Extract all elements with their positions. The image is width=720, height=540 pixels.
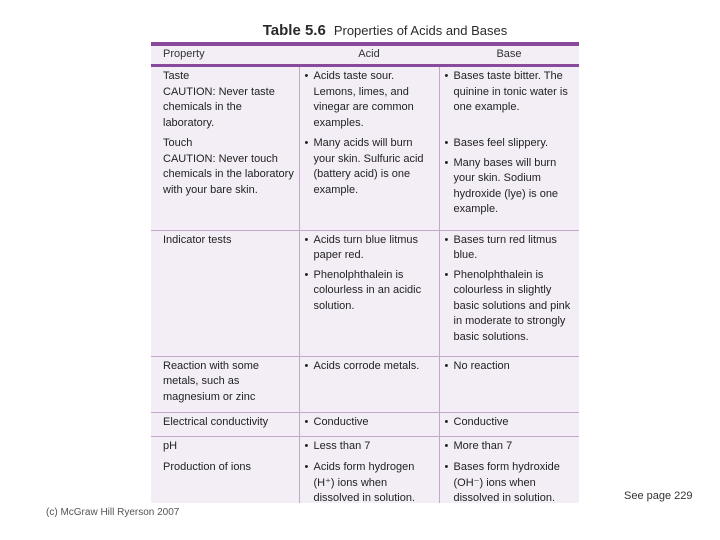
table-row	[151, 436, 579, 458]
header-property: Property	[151, 46, 299, 66]
base-cell	[439, 356, 579, 412]
copyright-notice: (c) McGraw Hill Ryerson 2007	[46, 507, 180, 518]
page-reference: See page 229	[624, 490, 693, 502]
base-bullet: • Bases form hydroxide (OH⁻) ions when dissolved in solution.	[444, 460, 576, 503]
acid-cell	[299, 412, 439, 436]
acid-cell	[299, 230, 439, 356]
property-name: pH	[163, 439, 178, 452]
property-cell	[151, 356, 299, 412]
base-cell	[439, 436, 579, 458]
base-bullet: • No reaction	[444, 359, 576, 375]
acid-bullet: • Conductive	[304, 415, 435, 431]
base-bullet: • Bases turn red litmus blue.	[444, 233, 576, 264]
base-bullet: • More than 7	[444, 439, 576, 455]
property-cell	[151, 66, 299, 135]
table-row	[151, 66, 579, 135]
acid-bullet: • Less than 7	[304, 439, 435, 455]
acid-bullet: • Acids taste sour. Lemons, limes, and vinegar are common examples.	[304, 69, 435, 131]
caution-text: CAUTION: Never taste	[163, 85, 275, 98]
property-name: Reaction with some metals, such as magnesium or zinc	[163, 359, 259, 403]
acid-bullet: • Acids corrode metals.	[304, 359, 435, 375]
base-bullet: • Phenolphthalein is colourless in slightly basic solutions and pink in moderate to strongly basic solutions.	[444, 268, 576, 346]
table-number: Table 5.6	[262, 22, 326, 39]
table-row	[151, 458, 579, 503]
property-name: Touch	[163, 137, 193, 149]
property-cell	[151, 458, 299, 503]
property-name: Taste	[163, 70, 190, 82]
property-cell	[151, 134, 299, 230]
header-base: Base	[439, 46, 579, 66]
base-bullet: • Many bases will burn your skin. Sodium hydroxide (lye) is one example.	[444, 156, 576, 218]
acid-bullet: • Phenolphthalein is colourless in an acidic solution.	[304, 268, 435, 315]
table-row	[151, 412, 579, 436]
property-name: Electrical conductivity	[163, 415, 269, 428]
caution-text: with your bare skin.	[163, 183, 258, 196]
property-cell	[151, 230, 299, 356]
table-header-row	[151, 46, 579, 66]
caution-text: CAUTION: Never touch	[163, 152, 278, 165]
properties-table-figure	[151, 19, 579, 503]
property-name: Indicator tests	[163, 233, 232, 246]
header-acid: Acid	[299, 46, 439, 66]
base-bullet: • Conductive	[444, 415, 576, 431]
acid-cell	[299, 134, 439, 230]
acid-bullet: • Many acids will burn your skin. Sulfuric acid (battery acid) is one example.	[304, 136, 435, 198]
properties-table	[151, 46, 579, 503]
base-bullet: • Bases feel slippery.	[444, 136, 576, 152]
caution-text: chemicals in the laboratory.	[163, 101, 242, 129]
property-cell	[151, 436, 299, 458]
caution-text: chemicals in the laboratory	[163, 168, 294, 180]
base-cell	[439, 412, 579, 436]
acid-cell	[299, 356, 439, 412]
base-cell	[439, 66, 579, 135]
table-title: Properties of Acids and Bases	[333, 23, 508, 38]
property-cell	[151, 412, 299, 436]
acid-cell	[299, 436, 439, 458]
table-title-bar	[151, 19, 579, 46]
base-cell	[439, 458, 579, 503]
acid-bullet: • Acids form hydrogen (H⁺) ions when dissolved in solution.	[304, 460, 435, 503]
table-row	[151, 134, 579, 230]
acid-cell	[299, 66, 439, 135]
table-row	[151, 230, 579, 356]
acid-bullet: • Acids turn blue litmus paper red.	[304, 233, 435, 264]
property-name: Production of ions	[163, 461, 252, 473]
acid-cell	[299, 458, 439, 503]
base-cell	[439, 230, 579, 356]
base-cell	[439, 134, 579, 230]
table-row	[151, 356, 579, 412]
base-bullet: • Bases taste bitter. The quinine in tonic water is one example.	[444, 69, 576, 116]
